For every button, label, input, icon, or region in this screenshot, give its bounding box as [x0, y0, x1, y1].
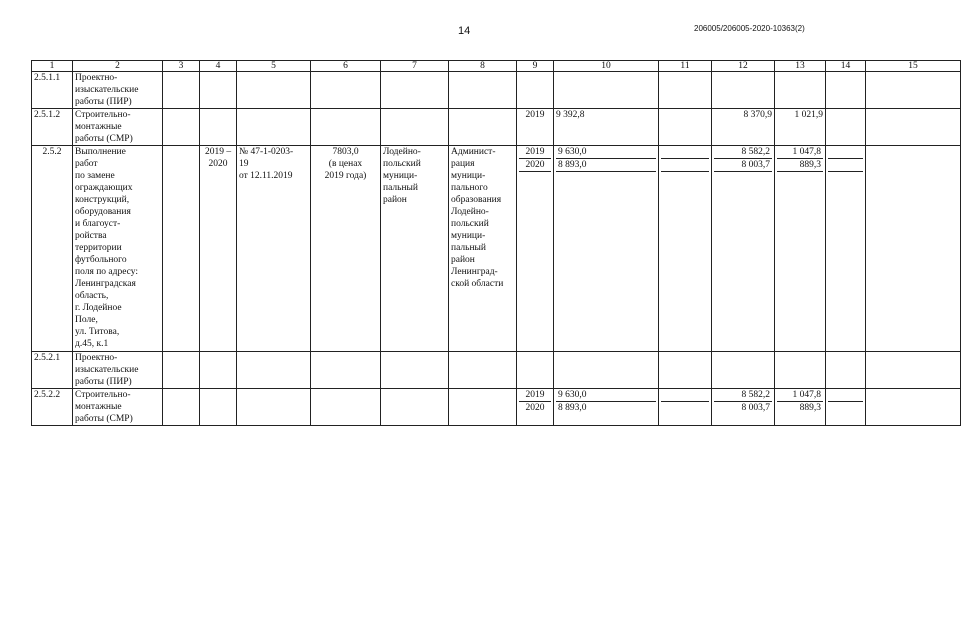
- total-cell: 8 893,0: [556, 401, 656, 414]
- federal-cell: 8 003,7: [714, 401, 772, 414]
- year-cell: 2020: [519, 158, 551, 172]
- col-header: 13: [775, 61, 826, 72]
- federal-cell: 8 003,7: [714, 158, 772, 172]
- col-header: 1: [32, 61, 73, 72]
- col-header: 4: [200, 61, 237, 72]
- regional-cell: 889,3: [777, 158, 823, 172]
- table-row: [32, 146, 961, 352]
- col-header: 7: [381, 61, 449, 72]
- col-header: 3: [163, 61, 200, 72]
- table-row: [32, 72, 961, 109]
- regional-cell: 1 047,8: [792, 147, 821, 157]
- cost-cell: 7803,0 (в ценах 2019 года): [311, 146, 381, 352]
- work-name: Проектно- изыскательские работы (ПИР): [73, 72, 163, 109]
- federal-cell: 8 370,9: [712, 109, 775, 146]
- total-cell: 9 392,8: [554, 109, 659, 146]
- col-header: 2: [73, 61, 163, 72]
- col-header: 9: [517, 61, 554, 72]
- table-row: [32, 352, 961, 389]
- work-name: Строительно- монтажные работы (СМР): [73, 109, 163, 146]
- col-header: 8: [449, 61, 517, 72]
- year-cell: 2020: [519, 401, 551, 414]
- period-cell: 2019 – 2020: [200, 146, 237, 352]
- col-header: 15: [866, 61, 961, 72]
- year-cell: 2019: [525, 147, 545, 157]
- work-name: Выполнение работ по замене ограждающих конструкций, оборудования и благоуст- ройства территории футбольного поля по адресу: Ленинградская область, г. Лодейное Поле, ул. Титова, д.45, к.1: [73, 146, 163, 352]
- page-number: 14: [458, 25, 471, 37]
- col-header: 10: [554, 61, 659, 72]
- work-name: Проектно- изыскательские работы (ПИР): [73, 352, 163, 389]
- work-name: Строительно- монтажные работы (СМР): [73, 389, 163, 426]
- col-header: 11: [659, 61, 712, 72]
- total-cell: 8 893,0: [556, 158, 656, 172]
- row-number: 2.5.1.1: [32, 72, 73, 109]
- program-table: [31, 60, 961, 426]
- federal-cell: 8 582,2: [741, 390, 770, 400]
- table-row: [32, 109, 961, 146]
- year-cell: 2019: [517, 109, 554, 146]
- col-header: 14: [826, 61, 866, 72]
- regional-cell: 889,3: [777, 401, 823, 414]
- row-number: 2.5.1.2: [32, 109, 73, 146]
- col-header: 6: [311, 61, 381, 72]
- region-cell: Лодейно- польский муници- пальный район: [381, 146, 449, 352]
- table-row: [32, 389, 961, 426]
- total-cell: 9 630,0: [558, 147, 587, 157]
- row-number: 2.5.2: [32, 146, 73, 352]
- col-header: 5: [237, 61, 311, 72]
- total-cell: 9 630,0: [558, 390, 587, 400]
- year-cell: 2019: [525, 390, 545, 400]
- document-code: 206005/206005-2020-10363(2): [694, 24, 805, 33]
- row-number: 2.5.2.2: [32, 389, 73, 426]
- row-number: 2.5.2.1: [32, 352, 73, 389]
- customer-cell: Админист- рация муници- пального образования Лодейно- польский муници- пальный район Ленинград- ской области: [449, 146, 517, 352]
- col-header: 12: [712, 61, 775, 72]
- federal-cell: 8 582,2: [741, 147, 770, 157]
- regional-cell: 1 047,8: [792, 390, 821, 400]
- expertise-cell: № 47-1-0203- 19 от 12.11.2019: [237, 146, 311, 352]
- column-number-row: [32, 61, 961, 72]
- regional-cell: 1 021,9: [775, 109, 826, 146]
